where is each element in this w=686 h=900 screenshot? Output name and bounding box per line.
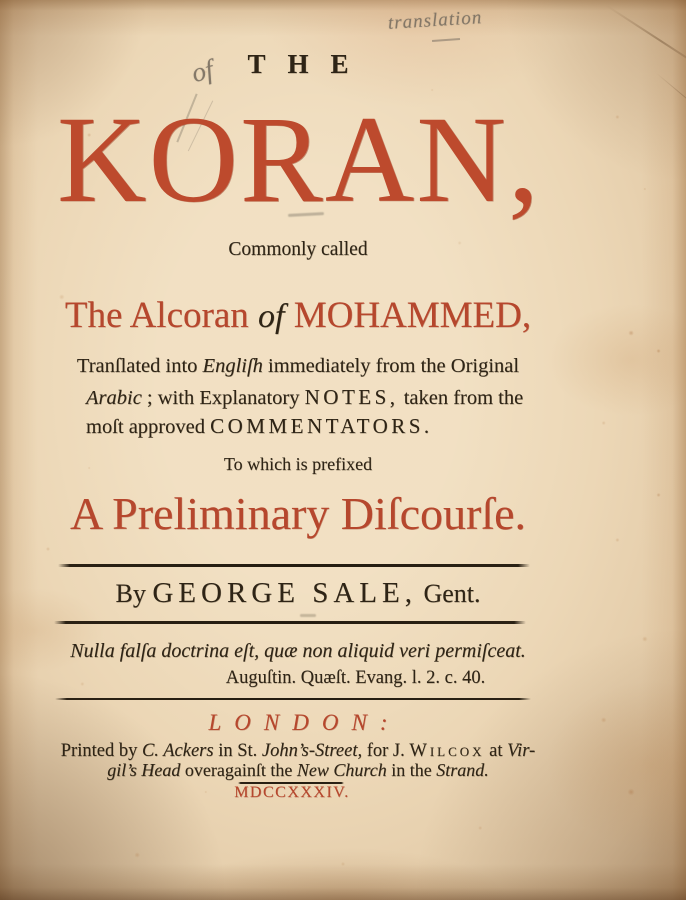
subtitle-text: taken from the bbox=[403, 387, 524, 409]
horizontal-rule bbox=[54, 621, 526, 624]
main-title: KORAN, bbox=[57, 91, 541, 228]
english-italic: Engliſh bbox=[202, 355, 263, 377]
short-rule-above-year bbox=[238, 782, 344, 784]
virgils-head-part: gil’s Head bbox=[107, 760, 181, 780]
by-text: By bbox=[115, 579, 146, 608]
horizontal-rule bbox=[58, 564, 530, 567]
arabic-italic: Arabic bbox=[86, 387, 142, 409]
prefixed-lead: To which is prefixed bbox=[223, 454, 373, 474]
imprint-line-1 bbox=[42, 742, 554, 762]
imprint-text: at bbox=[489, 741, 503, 761]
subtitle-line-1 bbox=[42, 356, 554, 378]
commonly-called-line: Commonly called bbox=[228, 239, 368, 260]
publication-year: MDCCXXXIV. bbox=[234, 784, 350, 801]
paper-crease bbox=[656, 73, 686, 119]
pencil-annotation-translation: translation bbox=[387, 7, 483, 34]
mohammed-text: MOHAMMED, bbox=[293, 295, 532, 336]
paper-crease bbox=[606, 5, 686, 77]
of-text: of bbox=[258, 298, 285, 335]
street-name: John’s-Street, bbox=[261, 741, 363, 761]
imprint-text: Printed by bbox=[60, 741, 138, 761]
subtitle-line-2 bbox=[42, 386, 554, 410]
commentators-caps: COMMENTATORS. bbox=[210, 414, 433, 438]
subtitle-text: Tranſlated into bbox=[76, 355, 198, 377]
title-article: THE bbox=[247, 49, 371, 79]
preliminary-discourse-title: A Preliminary Diſcourſe. bbox=[69, 488, 527, 539]
author-name: GEORGE SALE, bbox=[152, 577, 417, 609]
imprint-line-2 bbox=[42, 761, 554, 780]
bookseller-name: Wilcox bbox=[409, 741, 485, 761]
imprint-text: in the bbox=[391, 760, 432, 780]
subtitle-line-3 bbox=[42, 415, 554, 439]
imprint-city: LONDON: bbox=[208, 710, 401, 735]
pencil-annotation-of: of bbox=[188, 53, 217, 89]
subtitle-text: immediately from the Original bbox=[268, 355, 520, 377]
epigraph-quote: Nulla falſa doctrina eſt, quæ non aliquid veri permiſceat. bbox=[70, 640, 526, 662]
pencil-underline-mark bbox=[432, 38, 460, 41]
author-line bbox=[42, 578, 554, 609]
epigraph-source: Auguſtin. Quæſt. Evang. l. 2. c. 40. bbox=[225, 668, 486, 688]
imprint-text: in St. bbox=[218, 741, 258, 761]
subtitle-text: moſt approved bbox=[86, 416, 205, 438]
imprint-text: for J. bbox=[366, 741, 405, 761]
subtitle-text: ; with Explanatory bbox=[146, 387, 300, 409]
alcoran-text: The Alcoran bbox=[64, 295, 249, 336]
printer-name: C. Ackers bbox=[141, 741, 214, 761]
ink-smudge bbox=[300, 614, 316, 617]
alternate-title-line bbox=[42, 296, 554, 335]
notes-caps: NOTES, bbox=[304, 385, 399, 409]
gent-text: Gent. bbox=[423, 579, 481, 608]
imprint-text: overagainſt the bbox=[184, 760, 293, 780]
strand-name: Strand. bbox=[436, 760, 489, 780]
church-name: New Church bbox=[296, 760, 387, 780]
virgils-head-part: Vir- bbox=[507, 741, 536, 761]
horizontal-rule bbox=[55, 698, 531, 700]
